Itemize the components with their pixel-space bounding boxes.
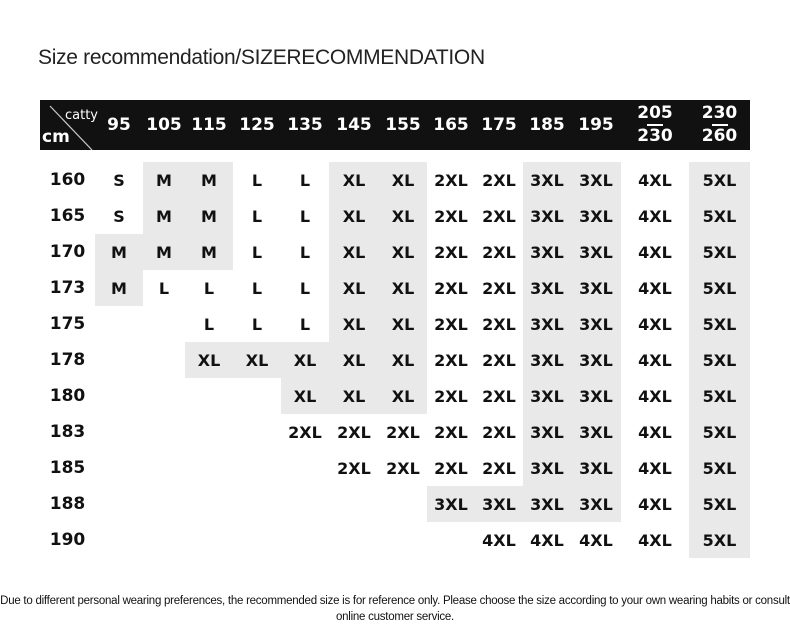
size-cell: M <box>143 198 185 234</box>
size-cell: 5XL <box>689 198 750 234</box>
size-cell: 2XL <box>288 422 322 442</box>
size-cell <box>233 450 281 486</box>
size-cell: 2XL <box>482 386 516 406</box>
size-cell: L <box>299 278 311 298</box>
size-cell: XL <box>329 270 379 306</box>
size-cell: 2XL <box>482 242 516 262</box>
size-cell: 2XL <box>386 458 420 478</box>
size-cell: 3XL <box>571 414 621 450</box>
size-cell: XL <box>281 378 329 414</box>
size-cell: M <box>95 234 143 270</box>
height-label: 188 <box>49 494 86 514</box>
size-cell <box>185 378 233 414</box>
size-cell: L <box>158 278 170 298</box>
size-cell: 3XL <box>571 342 621 378</box>
height-label: 190 <box>49 530 86 550</box>
size-cell: 3XL <box>571 486 621 522</box>
size-cell <box>95 378 143 414</box>
size-cell: 2XL <box>434 350 468 370</box>
size-cell <box>281 522 329 558</box>
size-cell <box>143 450 185 486</box>
weight-header: 115 <box>191 115 227 135</box>
size-cell: 3XL <box>571 378 621 414</box>
size-cell: 5XL <box>689 414 750 450</box>
size-cell: 2XL <box>434 422 468 442</box>
size-cell: S <box>113 170 125 190</box>
size-cell: L <box>251 278 263 298</box>
size-cell: 3XL <box>571 198 621 234</box>
size-cell: XL <box>379 162 427 198</box>
size-cell: 5XL <box>689 234 750 270</box>
size-cell <box>379 486 427 522</box>
size-cell <box>329 522 379 558</box>
size-cell: 4XL <box>638 386 672 406</box>
weight-header: 165 <box>433 115 469 135</box>
size-cell: 3XL <box>523 234 571 270</box>
size-cell <box>95 450 143 486</box>
size-cell: 3XL <box>523 342 571 378</box>
size-cell <box>143 486 185 522</box>
size-cell: 5XL <box>689 522 750 558</box>
weight-header: 105 <box>146 115 182 135</box>
size-cell: XL <box>329 306 379 342</box>
size-cell: 3XL <box>427 486 475 522</box>
size-cell: 5XL <box>689 486 750 522</box>
size-cell: L <box>299 206 311 226</box>
size-cell: XL <box>379 270 427 306</box>
size-cell <box>185 414 233 450</box>
size-cell <box>95 306 143 342</box>
size-cell: 2XL <box>434 242 468 262</box>
size-cell: XL <box>329 342 379 378</box>
weight-header: 185 <box>529 115 565 135</box>
height-label: 173 <box>49 278 86 298</box>
size-cell: 2XL <box>434 278 468 298</box>
size-cell: XL <box>233 342 281 378</box>
size-cell: 5XL <box>689 270 750 306</box>
size-cell: M <box>95 270 143 306</box>
size-cell: 4XL <box>638 170 672 190</box>
size-cell <box>143 342 185 378</box>
size-cell: 2XL <box>337 422 371 442</box>
size-cell: 2XL <box>482 170 516 190</box>
size-cell: M <box>185 162 233 198</box>
size-cell <box>233 486 281 522</box>
height-label: 185 <box>49 458 86 478</box>
weight-header: 145 <box>336 115 372 135</box>
weight-header: 125 <box>239 115 275 135</box>
size-cell: 2XL <box>482 350 516 370</box>
size-cell: 2XL <box>434 314 468 334</box>
size-cell: 2XL <box>482 314 516 334</box>
size-cell: 5XL <box>689 162 750 198</box>
size-cell: 4XL <box>530 530 564 550</box>
height-label: 180 <box>49 386 86 406</box>
size-cell: 5XL <box>689 306 750 342</box>
size-cell: 3XL <box>571 234 621 270</box>
size-cell: XL <box>329 378 379 414</box>
size-cell: L <box>203 278 215 298</box>
corner-height-label: cm <box>42 127 70 147</box>
size-cell: 3XL <box>571 306 621 342</box>
size-cell: 2XL <box>482 278 516 298</box>
size-cell: L <box>299 242 311 262</box>
size-cell <box>185 450 233 486</box>
weight-header: 230 260 <box>701 103 738 146</box>
size-cell: 2XL <box>434 386 468 406</box>
size-cell: 2XL <box>434 170 468 190</box>
page-title: Size recommendation/SIZERECOMMENDATION <box>38 46 485 69</box>
size-cell <box>185 522 233 558</box>
size-cell: L <box>203 314 215 334</box>
height-label: 170 <box>49 242 86 262</box>
size-cell: 5XL <box>689 450 750 486</box>
size-cell: S <box>113 206 125 226</box>
size-cell <box>143 522 185 558</box>
size-cell: 2XL <box>386 422 420 442</box>
size-cell: 3XL <box>523 198 571 234</box>
size-cell: 3XL <box>523 162 571 198</box>
size-cell: 4XL <box>638 278 672 298</box>
size-cell: XL <box>281 342 329 378</box>
height-label: 160 <box>49 170 86 190</box>
disclaimer-note: Due to different personal wearing preferences, the recommended size is for reference only. Please choose the size according to your own wearing habits or consult online customer service. <box>0 595 790 623</box>
size-cell <box>95 342 143 378</box>
size-cell: L <box>251 242 263 262</box>
size-cell: 3XL <box>475 486 523 522</box>
weight-header: 205 230 <box>637 103 673 146</box>
size-cell <box>233 522 281 558</box>
size-cell: L <box>251 314 263 334</box>
size-cell <box>95 414 143 450</box>
size-cell: XL <box>379 198 427 234</box>
size-cell: M <box>185 198 233 234</box>
size-cell <box>379 522 427 558</box>
weight-header: 155 <box>385 115 421 135</box>
size-cell: 3XL <box>523 486 571 522</box>
size-cell <box>233 378 281 414</box>
height-label: 178 <box>49 350 86 370</box>
corner-weight-label: catty <box>65 108 99 123</box>
size-cell: 3XL <box>523 450 571 486</box>
size-cell: 3XL <box>523 306 571 342</box>
size-cell: XL <box>329 162 379 198</box>
size-cell: L <box>251 170 263 190</box>
size-cell: 2XL <box>482 458 516 478</box>
size-cell: 4XL <box>638 422 672 442</box>
size-cell: M <box>143 234 185 270</box>
size-cell: XL <box>379 378 427 414</box>
size-cell: M <box>143 162 185 198</box>
size-cell <box>95 522 143 558</box>
size-cell <box>427 522 475 558</box>
size-cell <box>143 414 185 450</box>
size-cell: 2XL <box>434 206 468 226</box>
size-cell: XL <box>329 234 379 270</box>
size-cell: 5XL <box>689 378 750 414</box>
weight-header: 175 <box>481 115 517 135</box>
size-cell: XL <box>379 234 427 270</box>
size-cell <box>185 486 233 522</box>
size-cell: 2XL <box>482 422 516 442</box>
size-cell: M <box>185 234 233 270</box>
size-cell: 4XL <box>638 350 672 370</box>
size-cell <box>233 414 281 450</box>
size-cell <box>281 486 329 522</box>
size-cell: 4XL <box>579 530 613 550</box>
size-cell: 4XL <box>638 314 672 334</box>
size-cell: 3XL <box>523 270 571 306</box>
size-table <box>40 100 750 570</box>
size-cell: L <box>251 206 263 226</box>
size-cell <box>95 486 143 522</box>
size-cell: 4XL <box>638 206 672 226</box>
corner-cell <box>40 100 99 150</box>
size-cell <box>281 450 329 486</box>
size-cell: XL <box>185 342 233 378</box>
size-cell: 3XL <box>523 414 571 450</box>
size-cell: 4XL <box>638 530 672 550</box>
height-label: 183 <box>49 422 86 442</box>
size-cell: 3XL <box>523 378 571 414</box>
height-label: 175 <box>49 314 86 334</box>
weight-header: 95 <box>107 115 131 135</box>
size-cell: 3XL <box>571 450 621 486</box>
weight-header: 135 <box>287 115 323 135</box>
size-cell <box>329 486 379 522</box>
weight-header: 195 <box>578 115 614 135</box>
size-cell: 5XL <box>689 342 750 378</box>
size-cell: XL <box>379 306 427 342</box>
size-cell: 2XL <box>337 458 371 478</box>
size-cell: 2XL <box>434 458 468 478</box>
size-cell: XL <box>329 198 379 234</box>
size-cell: 4XL <box>482 530 516 550</box>
size-cell: 3XL <box>571 162 621 198</box>
size-cell: XL <box>379 342 427 378</box>
size-cell: 4XL <box>638 242 672 262</box>
size-cell: L <box>299 314 311 334</box>
size-cell: L <box>299 170 311 190</box>
height-label: 165 <box>49 206 86 226</box>
size-cell: 4XL <box>638 458 672 478</box>
size-cell <box>143 306 185 342</box>
size-cell: 4XL <box>638 494 672 514</box>
size-cell: 3XL <box>571 270 621 306</box>
size-cell <box>143 378 185 414</box>
size-cell: 2XL <box>482 206 516 226</box>
